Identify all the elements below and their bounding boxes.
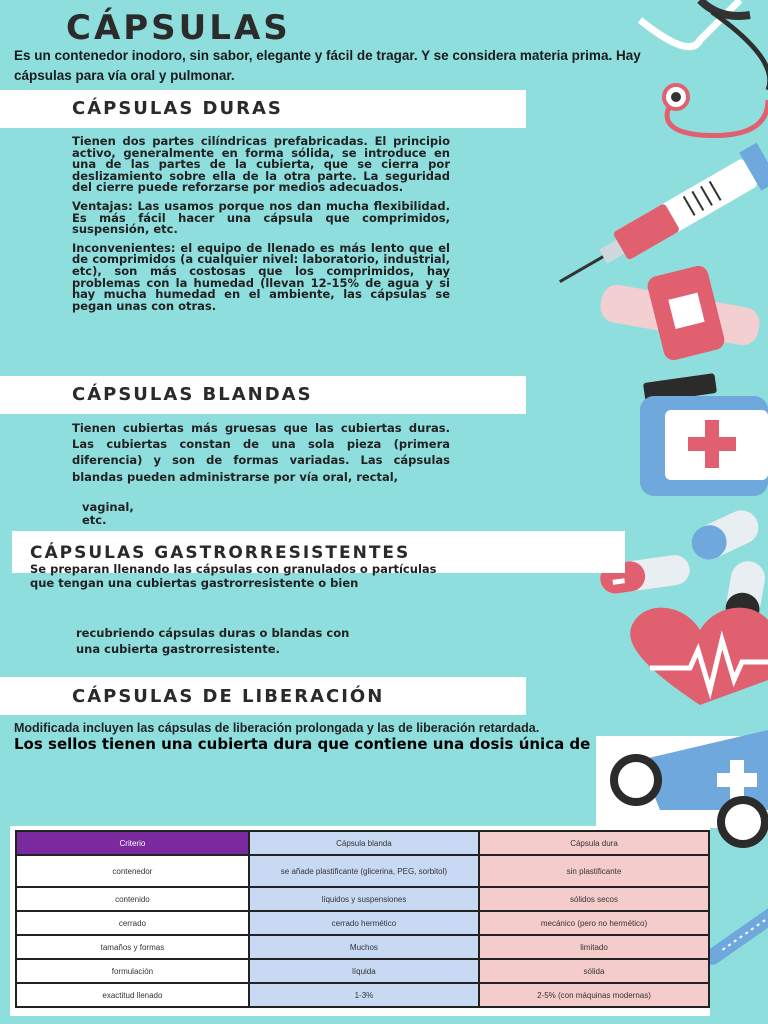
table-cell: sólidos secos [479,887,709,911]
table-cell: contenido [16,887,249,911]
table-row [16,855,709,887]
bandage-icon [598,264,762,362]
gastro-line1: Se preparan llenando las cápsulas con granulados o partículas [30,562,437,576]
heading-liberacion: CÁPSULAS DE LIBERACIÓN [72,686,385,707]
banner-duras [0,90,526,128]
table-row [16,935,709,959]
blandas-tail1: vaginal, [82,500,134,514]
header-dura: Cápsula dura [479,831,709,855]
table-cell: líquidos y suspensiones [249,887,479,911]
heart-pulse-icon [630,608,768,705]
table-row [16,983,709,1007]
liberacion-line2: Los sellos tienen una cubierta dura que contiene una dosis única de [14,735,591,753]
duras-p3: Inconvenientes: el equipo de llenado es más lento que el de comprimidos (a cualquier nivel: laboratorio, industrial, etc), son más costosas que los comprimidos, hay problemas con la humedad (llevan 12-15% de agua y si hay mucha humedad en el ambiente, las cápsulas se pegan unas con otras. [72,240,450,313]
table-cell: líquida [249,959,479,983]
table-cell: sin plastificante [479,855,709,887]
header-criterio: Criterio [16,831,249,855]
banner-blandas [0,376,526,414]
heading-gastro: CÁPSULAS GASTRORRESISTENTES [30,543,411,563]
heading-duras: CÁPSULAS DURAS [72,98,283,119]
heading-blandas: CÁPSULAS BLANDAS [72,384,313,405]
table-cell: se añade plastificante (glicerina, PEG, sorbitol) [249,855,479,887]
table-cell: tamaños y formas [16,935,249,959]
table-header-row [16,831,709,855]
table-cell: mecánico (pero no hermético) [479,911,709,935]
blandas-tail2: etc. [82,513,107,527]
table-cell: exactitud llenado [16,983,249,1007]
duras-p1: Tienen dos partes cilíndricas prefabricadas. El principio activo, generalmente en forma sólida, se introduce en una de las partes de la cubierta, que se cierra por deslizamiento sobre ella de la otra parte. La seguridad del cierre puede reforzarse por medios adecuados. [72,134,450,195]
duras-text [72,136,450,319]
table-cell: cerrado [16,911,249,935]
table-cell: 1-3% [249,983,479,1007]
table-row [16,911,709,935]
page-title: CÁPSULAS [66,8,291,48]
thermometer-icon [701,897,768,967]
comparison-table [15,830,710,1008]
liberacion-line1: Modificada incluyen las cápsulas de liberación prolongada y las de liberación retardada. [14,721,540,735]
table-row [16,887,709,911]
table-cell: 2-5% (con máquinas modernas) [479,983,709,1007]
table-cell: limitado [479,935,709,959]
intro-text: Es un contenedor inodoro, sin sabor, elegante y fácil de tragar. Y se considera materia prima. Hay cápsulas para vía oral y pulmonar. [14,48,641,83]
banner-liberacion [0,677,526,715]
table-cell: Muchos [249,935,479,959]
gastro-line4: una cubierta gastrorresistente. [76,642,280,656]
table-row [16,959,709,983]
table-cell: cerrado hermético [249,911,479,935]
header-blanda: Cápsula blanda [249,831,479,855]
gastro-line2: que tengan una cubiertas gastrorresistente o bien [30,576,359,590]
blandas-text: Tienen cubiertas más gruesas que las cubiertas duras. Las cubiertas constan de una sola pieza (primera diferencia) y son de formas variadas. Las cápsulas blandas pueden administrarse por vía oral, rectal, [72,421,450,484]
medicine-bottle-icon [640,373,768,496]
table-cell: sólida [479,959,709,983]
gastro-line3: recubriendo cápsulas duras o blandas con [76,626,350,640]
table-panel [10,826,710,1016]
table-cell: contenedor [16,855,249,887]
duras-p2: Ventajas: Las usamos porque nos dan mucha flexibilidad. Es más fácil hacer una cápsula que comprimidos, suspensión, etc. [72,198,450,237]
table-cell: formulación [16,959,249,983]
